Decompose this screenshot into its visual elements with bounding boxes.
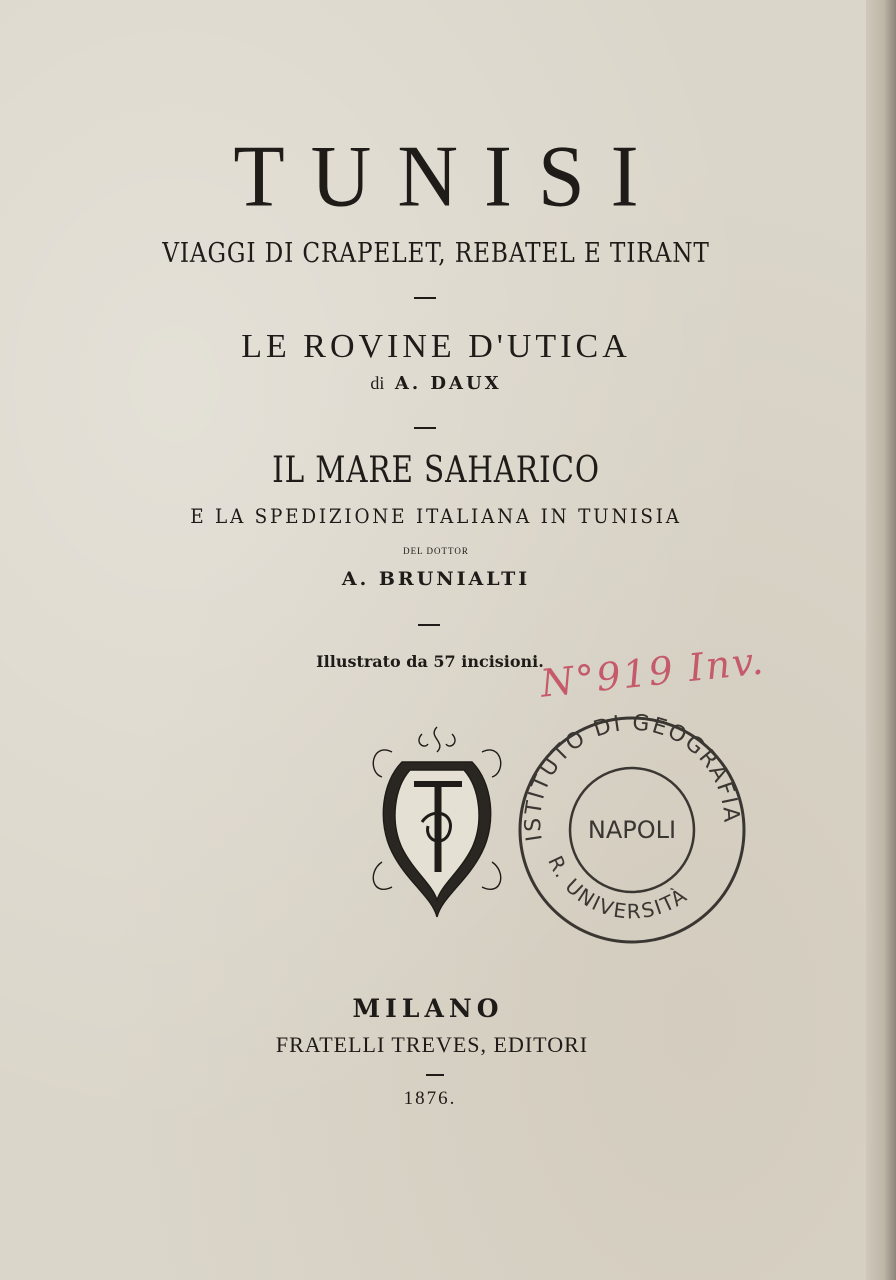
section2-title: LE ROVINE D'UTICA [241,328,631,365]
library-stamp [512,710,752,950]
section3-subtitle: E LA SPEDIZIONE ITALIANA IN TUNISIA [190,504,682,528]
divider-3 [418,624,440,626]
divider-2 [414,427,436,429]
section3-title: IL MARE SAHARICO [272,450,600,491]
inventory-handwriting: N°919 Inv. [538,638,768,706]
book-subtitle: VIAGGI DI CRAPELET, REBATEL E TIRANT [162,238,710,269]
book-title: TUNISI [233,127,665,226]
publication-year: 1876. [403,1088,457,1109]
page-edge [866,0,896,1280]
stamp-center: NAPOLI [587,816,677,844]
stamp-ring-bottom: R. UNIVERSITÀ [543,851,693,924]
section2-author: A. DAUX [394,373,502,394]
section3-author: A. BRUNIALTI [341,568,531,590]
stamp-ring-top: ISTITUTO DI GEOGRAFIA [521,710,744,844]
publisher-monogram-icon [362,722,512,922]
stamp-circle-icon [512,710,752,950]
divider-4 [426,1074,444,1076]
svg-text:R. UNIVERSITÀ [543,852,692,924]
section2-author-prefix: di [370,373,385,393]
illustrated-note: Illustrato da 57 incisioni. [316,652,544,671]
section3-by: DEL DOTTOR [403,546,469,556]
publisher-name: FRATELLI TREVES, EDITORI [275,1032,589,1057]
section2-author-line [0,373,872,394]
publisher-city: MILANO [352,994,504,1023]
divider-1 [414,297,436,299]
